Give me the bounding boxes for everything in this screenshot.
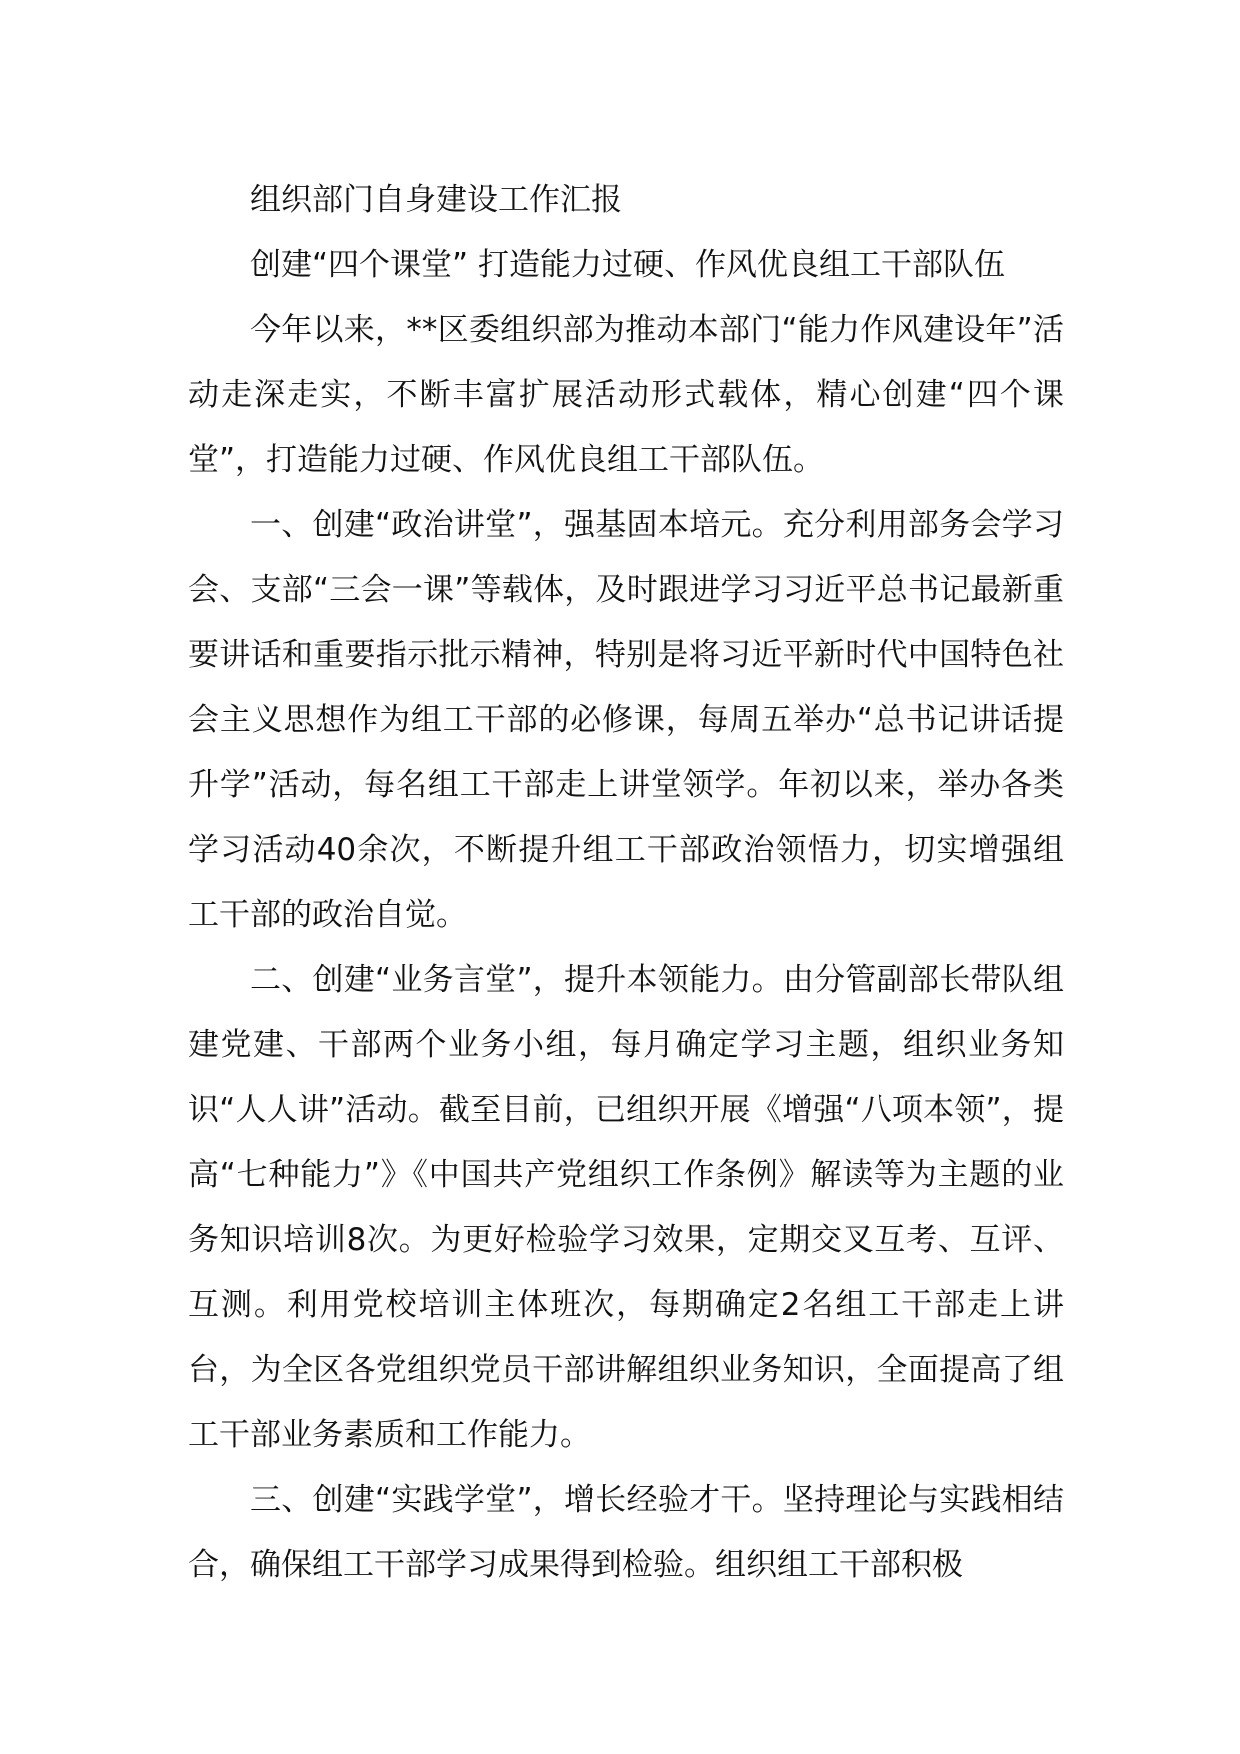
document-title: 组织部门自身建设工作汇报 <box>250 182 622 218</box>
section-three-paragraph: 三、创建“实践学堂”，增长经验才干。坚持理论与实践相结合，确保组工干部学习成果得到检验。组织组工干部积极 <box>188 1482 1064 1583</box>
section-two-paragraph: 二、创建“业务言堂”，提升本领能力。由分管副部长带队组建党建、干部两个业务小组，每月确定学习主题，组织业务知识“人人讲”活动。截至目前，已组织开展《增强“八项本领”，提高“七种能力”》《中国共产党组织工作条例》解读等为主题的业务知识培训8次。为更好检验学习效果，定期交叉互考、互评、互测。利用党校培训主体班次，每期确定2名组工干部走上讲台，为全区各党组织党员干部讲解组织业务知识，全面提高了组工干部业务素质和工作能力。 <box>188 962 1064 1453</box>
document-body <box>188 168 1064 1598</box>
section-one-paragraph: 一、创建“政治讲堂”，强基固本培元。充分利用部务会学习会、支部“三会一课”等载体，及时跟进学习习近平总书记最新重要讲话和重要指示批示精神，特别是将习近平新时代中国特色社会主义思想作为组工干部的必修课，每周五举办“总书记讲话提升学”活动，每名组工干部走上讲堂领学。年初以来，举办各类学习活动40余次，不断提升组工干部政治领悟力，切实增强组工干部的政治自觉。 <box>188 507 1064 933</box>
intro-paragraph: 今年以来，**区委组织部为推动本部门“能力作风建设年”活动走深走实，不断丰富扩展活动形式载体，精心创建“四个课堂”，打造能力过硬、作风优良组工干部队伍。 <box>188 312 1064 478</box>
document-subtitle: 创建“四个课堂” 打造能力过硬、作风优良组工干部队伍 <box>250 247 1005 283</box>
